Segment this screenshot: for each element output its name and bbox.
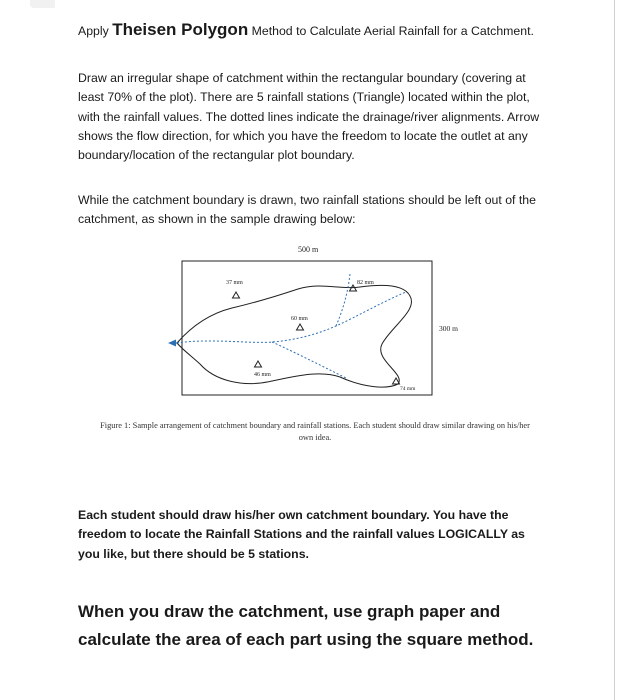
north-drainage-line xyxy=(336,274,350,326)
south-drainage-line xyxy=(272,342,346,378)
method-name: Theisen Polygon xyxy=(112,20,249,39)
station-triangle-4 xyxy=(255,361,262,367)
station-triangle-3 xyxy=(297,324,304,330)
title-prefix: Apply xyxy=(78,24,113,38)
title-suffix: Method to Calculate Aerial Rainfall for a Catchment. xyxy=(248,24,534,38)
station-triangle-5 xyxy=(393,378,400,384)
height-label: 300 m xyxy=(439,324,458,333)
station-label-2: 82 mm xyxy=(357,280,374,286)
outlet-arrow-head xyxy=(168,340,176,347)
station-label-4: 46 mm xyxy=(254,372,271,378)
station-label-5: 74 mm xyxy=(400,386,416,392)
station-label-1: 37 mm xyxy=(226,280,243,286)
station-triangle-1 xyxy=(233,292,240,298)
station-label-3: 60 mm xyxy=(291,316,308,322)
catchment-boundary xyxy=(177,285,412,387)
final-instruction: When you draw the catchment, use graph paper and calculate the area of each part using the square method. xyxy=(78,602,534,649)
figure-caption: Figure 1: Sample arrangement of catchment boundary and rainfall stations. Each student should draw similar drawing on his/her own idea. xyxy=(100,421,530,442)
width-label: 500 m xyxy=(298,245,319,254)
instruction-paragraph-2: While the catchment boundary is drawn, two rainfall stations should be left out of the catchment, as shown in the sample drawing below: xyxy=(78,193,536,227)
catchment-figure xyxy=(160,240,500,405)
page-edge xyxy=(614,0,615,700)
assignment-title xyxy=(78,20,548,41)
instruction-paragraph-1: Draw an irregular shape of catchment within the rectangular boundary (covering at least 70% of the plot). There are 5 rainfall stations (Triangle) located within the plot, with the rainfall values. The dotted lines indicate the drainage/river alignments. Arrow shows the flow direction, for which you have the freedom to locate the outlet at any boundary/location of the rectangular plot boundary. xyxy=(78,71,540,163)
student-note: Each student should draw his/her own catchment boundary. You have the freedom to locate the Rainfall Stations and the rainfall values LOGICALLY as you like, but there should be 5 stations. xyxy=(78,508,525,561)
